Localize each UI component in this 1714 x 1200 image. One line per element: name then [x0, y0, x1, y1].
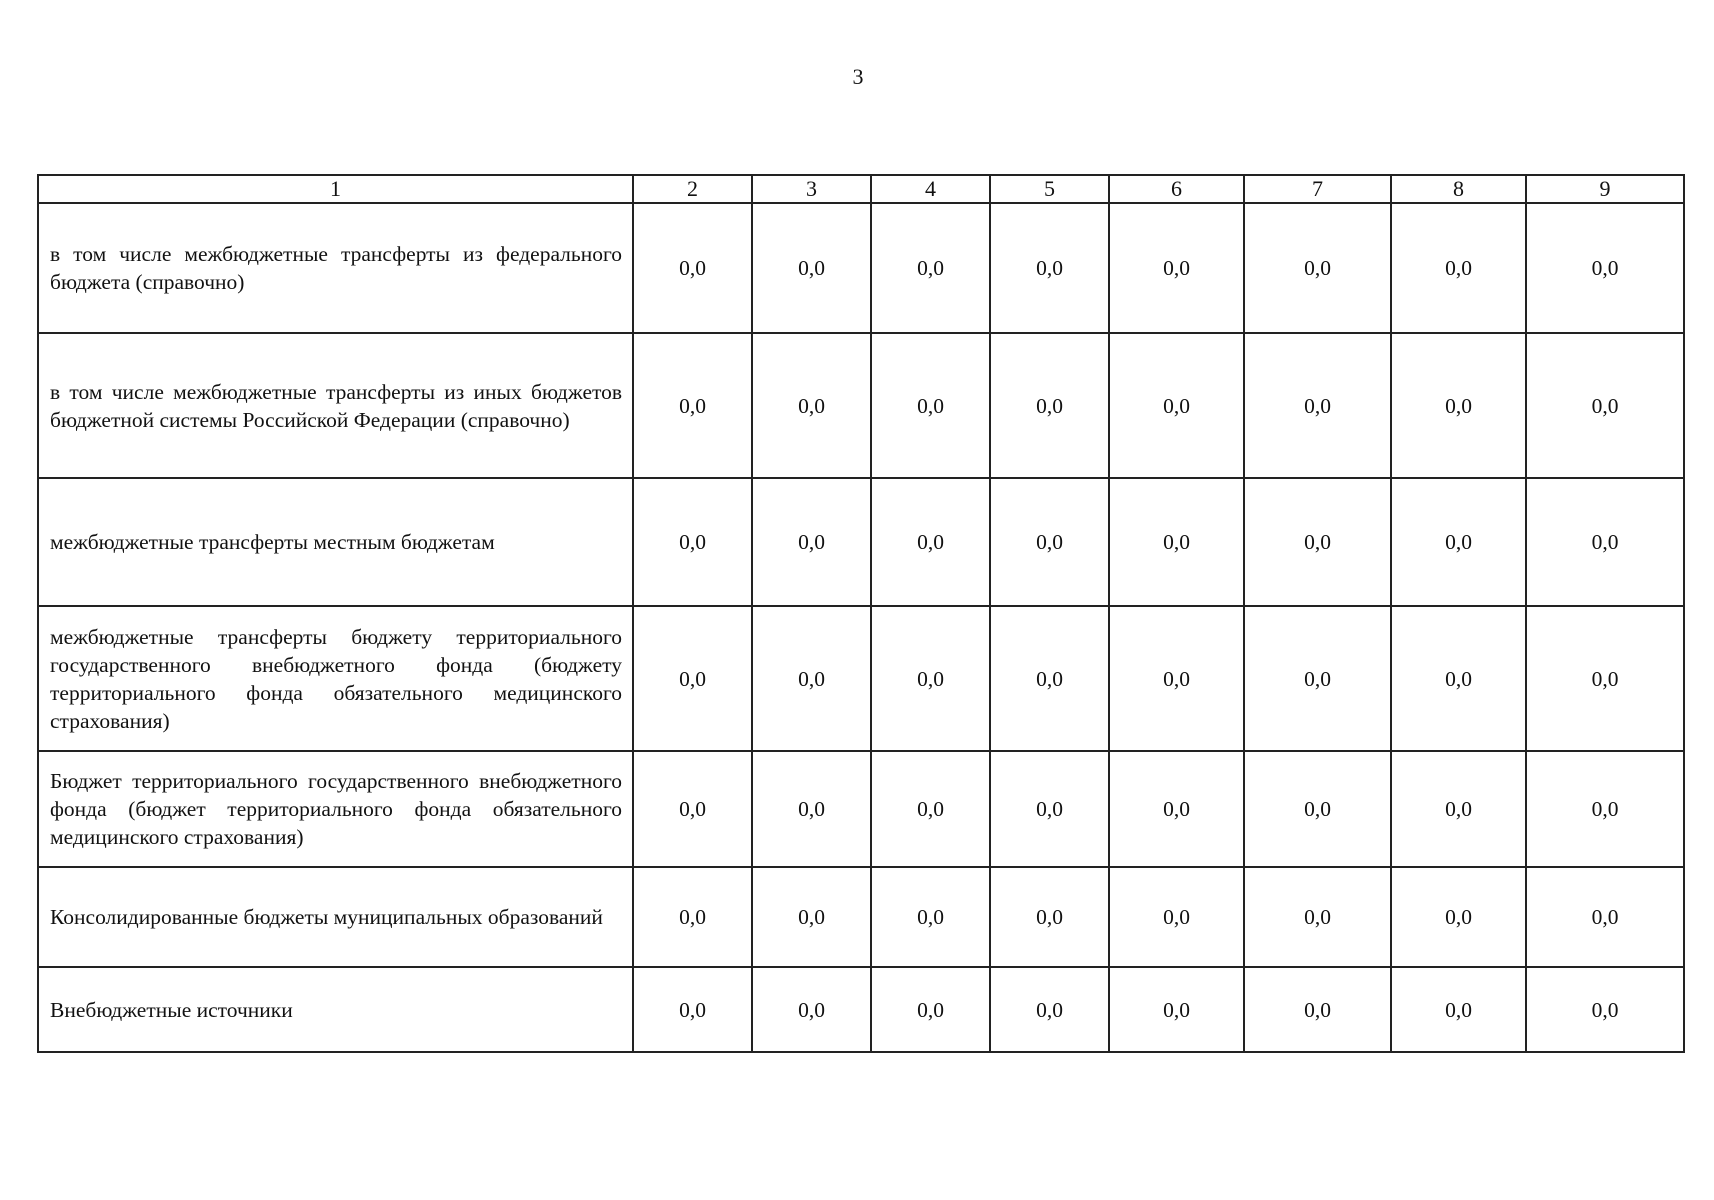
cell-value: 0,0: [990, 606, 1109, 751]
cell-value: 0,0: [1109, 867, 1244, 967]
row-label: в том числе межбюджетные трансферты из иных бюджетов бюджетной системы Российской Федерации (справочно): [38, 333, 633, 478]
table-row: [38, 867, 1684, 967]
cell-value: 0,0: [1109, 203, 1244, 333]
cell-value: 0,0: [1244, 333, 1391, 478]
cell-value: 0,0: [1526, 967, 1684, 1052]
table-row: [38, 967, 1684, 1052]
column-header: 2: [633, 175, 752, 203]
cell-value: 0,0: [1244, 751, 1391, 867]
column-header: 1: [38, 175, 633, 203]
header-row: [38, 175, 1684, 203]
cell-value: 0,0: [871, 967, 990, 1052]
cell-value: 0,0: [871, 203, 990, 333]
cell-value: 0,0: [990, 867, 1109, 967]
cell-value: 0,0: [1391, 203, 1526, 333]
cell-value: 0,0: [752, 751, 871, 867]
row-label: Внебюджетные источники: [38, 967, 633, 1052]
column-header: 8: [1391, 175, 1526, 203]
cell-value: 0,0: [752, 967, 871, 1052]
cell-value: 0,0: [752, 867, 871, 967]
cell-value: 0,0: [1244, 478, 1391, 606]
page-number: 3: [852, 64, 864, 89]
cell-value: 0,0: [633, 751, 752, 867]
cell-value: 0,0: [1526, 478, 1684, 606]
cell-value: 0,0: [1391, 606, 1526, 751]
cell-value: 0,0: [1526, 203, 1684, 333]
cell-value: 0,0: [752, 478, 871, 606]
row-label: межбюджетные трансферты местным бюджетам: [38, 478, 633, 606]
column-header: 5: [990, 175, 1109, 203]
cell-value: 0,0: [990, 333, 1109, 478]
cell-value: 0,0: [1244, 967, 1391, 1052]
cell-value: 0,0: [1109, 478, 1244, 606]
cell-value: 0,0: [1244, 606, 1391, 751]
cell-value: 0,0: [871, 333, 990, 478]
cell-value: 0,0: [633, 203, 752, 333]
cell-value: 0,0: [990, 967, 1109, 1052]
table-row: [38, 333, 1684, 478]
cell-value: 0,0: [752, 333, 871, 478]
cell-value: 0,0: [633, 478, 752, 606]
row-label: Консолидированные бюджеты муниципальных образований: [38, 867, 633, 967]
cell-value: 0,0: [1391, 478, 1526, 606]
cell-value: 0,0: [1109, 606, 1244, 751]
cell-value: 0,0: [752, 606, 871, 751]
cell-value: 0,0: [1109, 751, 1244, 867]
table-row: [38, 203, 1684, 333]
cell-value: 0,0: [871, 478, 990, 606]
cell-value: 0,0: [871, 606, 990, 751]
cell-value: 0,0: [1391, 867, 1526, 967]
column-header: 4: [871, 175, 990, 203]
cell-value: 0,0: [633, 606, 752, 751]
cell-value: 0,0: [633, 867, 752, 967]
cell-value: 0,0: [1526, 867, 1684, 967]
cell-value: 0,0: [752, 203, 871, 333]
cell-value: 0,0: [1109, 333, 1244, 478]
cell-value: 0,0: [990, 203, 1109, 333]
column-header: 9: [1526, 175, 1684, 203]
cell-value: 0,0: [633, 967, 752, 1052]
row-label: в том числе межбюджетные трансферты из федерального бюджета (справочно): [38, 203, 633, 333]
column-header: 3: [752, 175, 871, 203]
cell-value: 0,0: [1391, 751, 1526, 867]
row-label: межбюджетные трансферты бюджету территориального государственного внебюджетного фонда (бюджету территориального фонда обязательного медицинского страхования): [38, 606, 633, 751]
cell-value: 0,0: [1526, 333, 1684, 478]
cell-value: 0,0: [1244, 867, 1391, 967]
column-header: 6: [1109, 175, 1244, 203]
cell-value: 0,0: [633, 333, 752, 478]
cell-value: 0,0: [1526, 606, 1684, 751]
cell-value: 0,0: [1109, 967, 1244, 1052]
cell-value: 0,0: [1391, 967, 1526, 1052]
cell-value: 0,0: [1391, 333, 1526, 478]
table-row: [38, 606, 1684, 751]
cell-value: 0,0: [871, 751, 990, 867]
column-header: 7: [1244, 175, 1391, 203]
cell-value: 0,0: [871, 867, 990, 967]
cell-value: 0,0: [1244, 203, 1391, 333]
table-row: [38, 751, 1684, 867]
table-row: [38, 478, 1684, 606]
cell-value: 0,0: [1526, 751, 1684, 867]
cell-value: 0,0: [990, 751, 1109, 867]
cell-value: 0,0: [990, 478, 1109, 606]
budget-table: [37, 174, 1685, 1053]
row-label: Бюджет территориального государственного внебюджетного фонда (бюджет территориального фонда обязательного медицинского страхования): [38, 751, 633, 867]
